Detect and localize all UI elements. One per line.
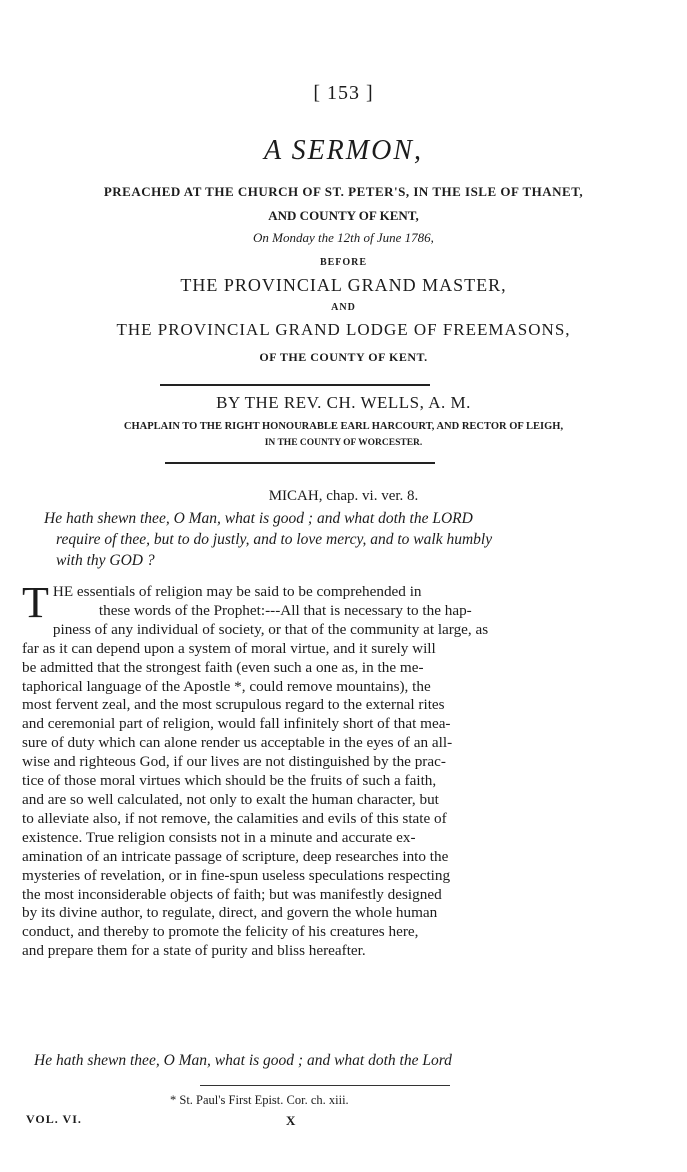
- body-line: wise and righteous God, if our lives are not distinguished by the prac-: [22, 753, 446, 771]
- body-line: HE essentials of religion may be said to be comprehended in: [52, 583, 422, 600]
- body-line: taphorical language of the Apostle *, could remove mountains), the: [22, 677, 431, 695]
- county-line: AND COUNTY OF KENT,: [268, 208, 419, 223]
- body-line: conduct, and thereby to promote the felicity of his creatures here,: [22, 923, 419, 941]
- chaplain-line-1: CHAPLAIN TO THE RIGHT HONOURABLE EARL HARCOURT, AND RECTOR OF LEIGH,: [123, 421, 564, 432]
- date-line: On Monday the 12th of June 1786,: [253, 230, 434, 245]
- epigraph-line: with thy GOD ?: [56, 552, 155, 569]
- divider-rule: [160, 384, 430, 386]
- page-number: [ 153 ]: [313, 82, 374, 104]
- continuation-line: He hath shewn thee, O Man, what is good ; and what doth the Lord: [34, 1052, 452, 1069]
- before-label: BEFORE: [319, 257, 368, 268]
- grand-lodge-line: THE PROVINCIAL GRAND LODGE OF FREEMASONS,: [116, 320, 571, 339]
- author-byline: BY THE REV. CH. WELLS, A. M.: [216, 393, 471, 412]
- page-title: A SERMON,: [263, 135, 424, 166]
- body-line: by its divine author, to regulate, direct, and govern the whole human: [22, 904, 438, 922]
- body-paragraph: [22, 578, 664, 961]
- body-line: and are so well calculated, not only to exalt the human character, but: [22, 790, 439, 808]
- body-line: sure of duty which can alone render us acceptable in the eyes of an all-: [22, 734, 453, 752]
- divider-rule: [165, 462, 435, 464]
- chaplain-line-2: IN THE COUNTY OF WORCESTER.: [264, 438, 423, 448]
- scripture-reference: MICAH, chap. vi. ver. 8.: [268, 488, 419, 504]
- epigraph-line: require of thee, but to do justly, and to love mercy, and to walk humbly: [56, 531, 493, 548]
- body-line: far as it can depend upon a system of moral virtue, and it surely will: [22, 639, 436, 657]
- of-county-line: OF THE COUNTY OF KENT.: [259, 350, 428, 364]
- signature-mark: X: [286, 1113, 296, 1128]
- body-line: these words of the Prophet:---All that is necessary to the hap-: [98, 601, 472, 619]
- body-line: be admitted that the strongest faith (even such a one as, in the me-: [22, 658, 424, 676]
- body-line: the most inconsiderable objects of faith; but was manifestly designed: [22, 885, 442, 903]
- body-line: mysteries of revelation, or in fine-spun useless speculations respecting: [22, 866, 451, 884]
- and-label: AND: [331, 302, 356, 313]
- footnote: * St. Paul's First Epist. Cor. ch. xiii.: [170, 1093, 349, 1107]
- body-line: most fervent zeal, and the most scrupulous regard to the external rites: [22, 696, 445, 714]
- body-line: amination of an intricate passage of scripture, deep researches into the: [22, 847, 449, 865]
- preached-line: PREACHED AT THE CHURCH OF ST. PETER'S, IN THE ISLE OF THANET,: [103, 184, 584, 199]
- body-line: piness of any individual of society, or that of the community at large, as: [52, 620, 489, 638]
- body-line: tice of those moral virtues which should be the fruits of such a faith,: [22, 772, 437, 790]
- footnote-rule: [200, 1085, 450, 1086]
- body-line: and ceremonial part of religion, would fall infinitely short of that mea-: [22, 715, 451, 733]
- drop-cap: T: [22, 578, 49, 627]
- body-line: to alleviate also, if not remove, the calamities and evils of this state of: [22, 809, 447, 827]
- grand-master-line: THE PROVINCIAL GRAND MASTER,: [180, 275, 507, 295]
- body-line: and prepare them for a state of purity and bliss hereafter.: [22, 942, 366, 960]
- volume-label: VOL. VI.: [26, 1112, 82, 1126]
- body-line: existence. True religion consists not in a minute and accurate ex-: [22, 828, 416, 846]
- epigraph-line: He hath shewn thee, O Man, what is good ; and what doth the LORD: [44, 510, 473, 527]
